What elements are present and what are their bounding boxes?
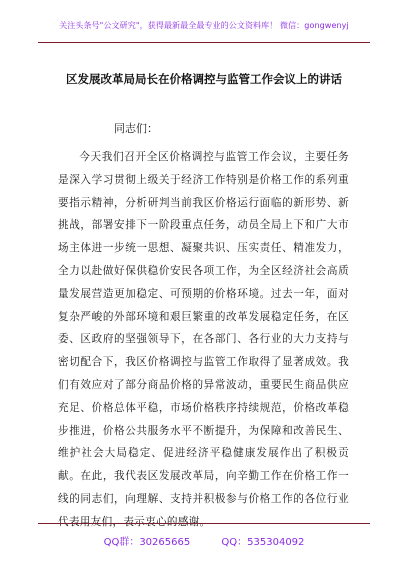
page-footer [0,533,408,548]
salutation: 同志们： [114,122,158,135]
page-header-promo: 关注头条号"公文研究"，获得最新最全最专业的公文资料库！ 微信：gongwenyj [59,21,349,30]
document-title: 区发展改革局局长在价格调控与监管工作会议上的讲话 [66,72,342,86]
header-divider [38,42,370,43]
footer-qq-group: QQ群：30265665 [103,537,191,548]
footer-qq-number: QQ：535304092 [221,537,305,548]
footer-divider [38,523,370,524]
body-paragraph: 今天我们召开全区价格调控与监管工作会议，主要任务是深入学习贯彻上级关于经济工作特别是价格工作的系列重要指示精神，分析研判当前我区价格运行面临的新形势、新挑战，部署安排下一阶段重点任务，动员全局上下和广大市场主体进一步统一思想、凝聚共识、压实责任、精准发力，全力以赴做好保供稳价安民各项工作，为全区经济社会高质量发展营造更加稳定、可预期的价格环境。过去一年，面对复杂严峻的外部环境和艰巨繁重的改革发展稳定任务，在区委、区政府的坚强领导下，在各部门、各行业的大力支持与密切配合下，我区价格调控与监管工作取得了显著成效。我们有效应对了部分商品价格的异常波动，重要民生商品供应充足、价格总体平稳，市场价格秩序持续规范，价格改革稳步推进，价格公共服务水平不断提升，为保障和改善民生、维护社会大局稳定、促进经济平稳健康发展作出了积极贡献。在此，我代表区发展改革局，向辛勤工作在价格工作一线的同志们，向理解、支持并积极参与价格工作的各位行业代表用友们，表示衷心的感谢。 [58,151,349,528]
